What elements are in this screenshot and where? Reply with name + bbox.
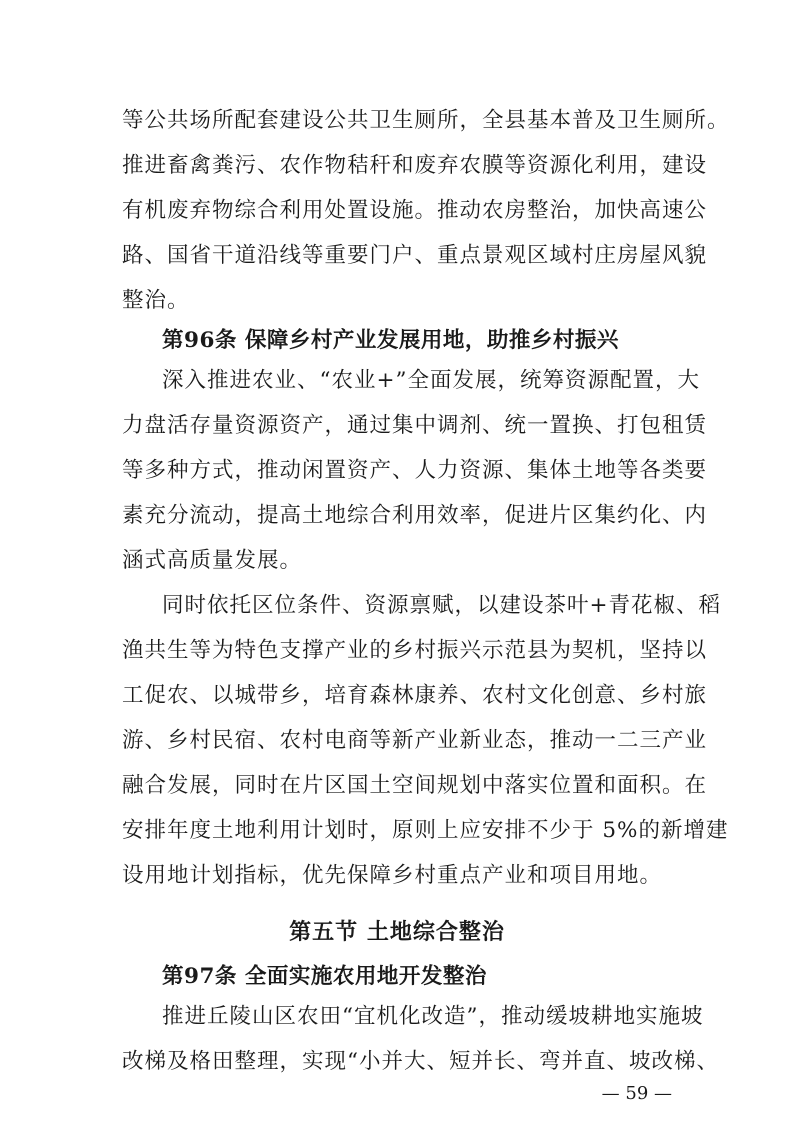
- paragraph-line: 渔共生等为特色支撑产业的乡村振兴示范县为契机，坚持以: [122, 638, 708, 663]
- page-number: — 59 —: [601, 1083, 672, 1104]
- paragraph-line: 素充分流动，提高土地综合利用效率，促进片区集约化、内: [122, 503, 708, 528]
- article-heading-97: 第97条 全面实施农用地开发整治: [162, 964, 487, 989]
- paragraph-line: 工促农、以城带乡，培育森林康养、农村文化创意、乡村旅: [122, 683, 708, 708]
- paragraph-line: 有机废弃物综合利用处置设施。推动农房整治，加快高速公: [122, 198, 708, 223]
- paragraph-line: 安排年度土地利用计划时，原则上应安排不少于 5%的新增建: [122, 818, 729, 843]
- paragraph-line: 推进丘陵山区农田“宜机化改造”，推动缓坡耕地实施坡: [162, 1004, 704, 1029]
- paragraph-line: 整治。: [122, 288, 190, 313]
- paragraph-line: 等公共场所配套建设公共卫生厕所，全县基本普及卫生厕所。: [122, 108, 730, 133]
- paragraph-line: 融合发展，同时在片区国土空间规划中落实位置和面积。在: [122, 773, 708, 798]
- paragraph-line: 深入推进农业、“农业+”全面发展，统筹资源配置，大: [162, 368, 700, 393]
- paragraph-line: 路、国省干道沿线等重要门户、重点景观区域村庄房屋风貌: [122, 243, 708, 268]
- paragraph-line: 等多种方式，推动闲置资产、人力资源、集体土地等各类要: [122, 458, 708, 483]
- section-title: 第五节 土地综合整治: [289, 919, 505, 945]
- paragraph-line: 设用地计划指标，优先保障乡村重点产业和项目用地。: [122, 863, 663, 888]
- paragraph-line: 推进畜禽粪污、农作物秸秆和废弃农膜等资源化利用，建设: [122, 153, 708, 178]
- paragraph-line: 涵式高质量发展。: [122, 548, 303, 573]
- paragraph-line: 力盘活存量资源资产，通过集中调剂、统一置换、打包租赁: [122, 413, 708, 438]
- paragraph-line: 游、乡村民宿、农村电商等新产业新业态，推动一二三产业: [122, 728, 708, 753]
- paragraph-line: 同时依托区位条件、资源禀赋，以建设茶叶+青花椒、稻: [162, 593, 722, 618]
- paragraph-line: 改梯及格田整理，实现“小并大、短并长、弯并直、坡改梯、: [122, 1049, 719, 1074]
- article-heading-96: 第96条 保障乡村产业发展用地，助推乡村振兴: [162, 328, 619, 353]
